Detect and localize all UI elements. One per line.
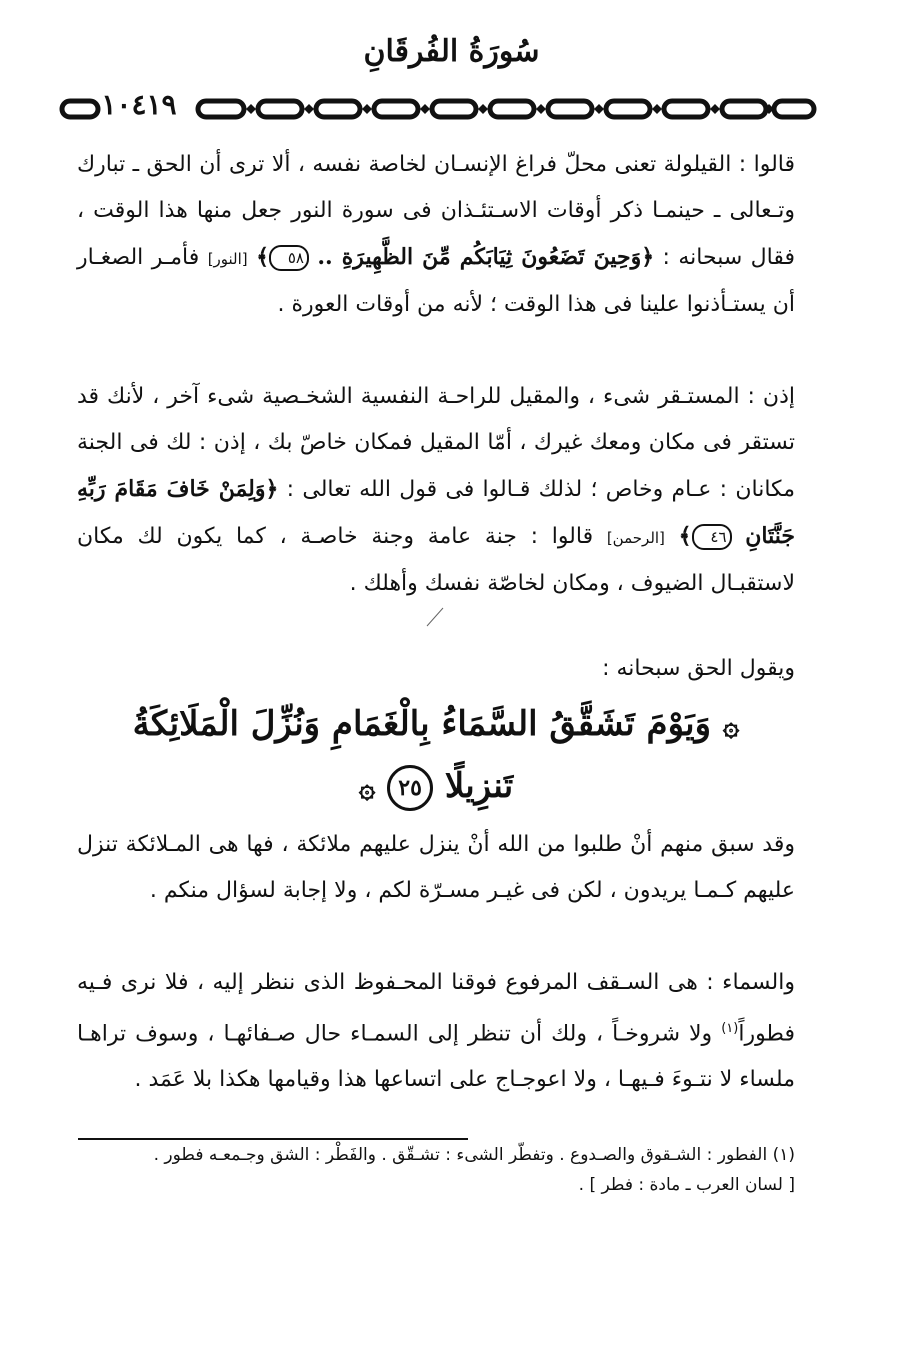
- paragraph-1: [77, 142, 795, 328]
- ayah-number-badge: ٢٥: [387, 765, 433, 811]
- paragraph-text: وقد سبق منهم أنْ طلبوا من الله أنْ ينزل عليهم ملائكة ، فها هى المـلائكة تنزل عليهم كـمـا يريدون ، لكن فى غيـر مسـرّة لكم ، ولا إجابة لسؤال منكم .: [77, 832, 795, 903]
- paragraph-text: قالوا : القيلولة تعنى محلّ فراغ الإنسـان لخاصة نفسه ، ألا ترى أن الحق ـ تبارك وتـعالى ـ حينمـا ذكر أوقات الاسـتئـذان فى سورة النور جعل منها هذا الوقت ، فقال سبحانه :: [77, 152, 796, 270]
- paragraph-text: ويقول الحق سبحانه :: [602, 656, 795, 681]
- surah-reference: [الرحمن]: [606, 529, 665, 547]
- featured-verse-line-1: [77, 694, 795, 756]
- quote-close: ﴾: [678, 523, 692, 549]
- surah-reference: [النور]: [207, 250, 248, 268]
- footnote-marker: (١): [721, 1021, 739, 1036]
- page-number: ١٠٤١٩: [101, 88, 177, 121]
- quran-quote: ﴿وَلِمَنْ خَافَ مَقَامَ رَبِّهِ جَنَّتَانِ: [77, 476, 795, 549]
- paragraph-text: ولا شروخـاً ، ولك أن تنظر إلى السمـاء حال صـفائهـا ، وسوف تراهـا ملساء لا نتـوءَ فـيهـا ، ولا اعوجـاج على اتساعها هذا وقيامها هكذا بلا عَمَد .: [77, 1021, 795, 1093]
- paragraph-text: والسماء : هى السـقف المرفوع فوقنا المحـفوظ الذى ننظر إليه ، فلا نرى فـيه فطوراً: [77, 970, 795, 1047]
- verse-text: وَيَوْمَ تَشَقَّقُ السَّمَاءُ بِالْغَمَامِ وَنُزِّلَ الْمَلَائِكَةُ: [132, 704, 712, 744]
- scan-mark: [425, 606, 445, 628]
- ornament-flower-icon: ۞: [722, 709, 740, 742]
- ayah-number-badge: ٥٨: [269, 245, 309, 271]
- verse-text: تَنزِيلًا: [444, 766, 514, 806]
- ayah-number-badge: ٤٦: [692, 524, 732, 550]
- footnote-line: (١) الفطور : الشـقوق والصـدوع . وتفطّر الشىء : تشـقّق . والفَطْر : الشق وجـمعـه فطور .: [153, 1145, 795, 1165]
- paragraph-4: [77, 822, 795, 914]
- quote-close: ﴾: [256, 244, 269, 270]
- paragraph-5: [77, 960, 795, 1103]
- paragraph-text: قالوا : جنة عامة وجنة خاصـة ، كما يكون لك مكان لاستقبـال الضيوف ، ومكان لخاصّة نفسك وأهلك .: [77, 524, 795, 596]
- paragraph-text: إذن : المستـقر شىء ، والمقيل للراحـة النفسية الشخـصية شىء آخر ، لأنك قد تستقر فى مكان ومعك غيرك ، أمّا المقيل فمكان خاصّ بك ، إذن : لك فى الجنة مكانان : عـام وخاص ؛ لذلك قـالوا فى قول الله تعالى :: [77, 384, 795, 502]
- paragraph-text: فأمـر الصغـار أن يستـأذنوا علينا فى هذا الوقت ؛ لأنه من أوقات العورة .: [77, 245, 795, 317]
- quran-quote: ﴿وَحِينَ تَضَعُونَ ثِيَابَكُم مِّنَ الظَّهِيرَةِ ..: [317, 244, 655, 270]
- footnote: [55, 1140, 795, 1200]
- footnote-line: [ لسان العرب ـ مادة : فطر ] .: [578, 1175, 795, 1195]
- featured-verse: [77, 694, 795, 818]
- ornament-flower-icon: ۞: [358, 771, 376, 804]
- paragraph-3: [77, 646, 795, 692]
- featured-verse-line-2: [77, 756, 795, 818]
- paragraph-2: [77, 374, 795, 607]
- surah-title: سُورَةُ الفُرقَانِ: [363, 34, 540, 69]
